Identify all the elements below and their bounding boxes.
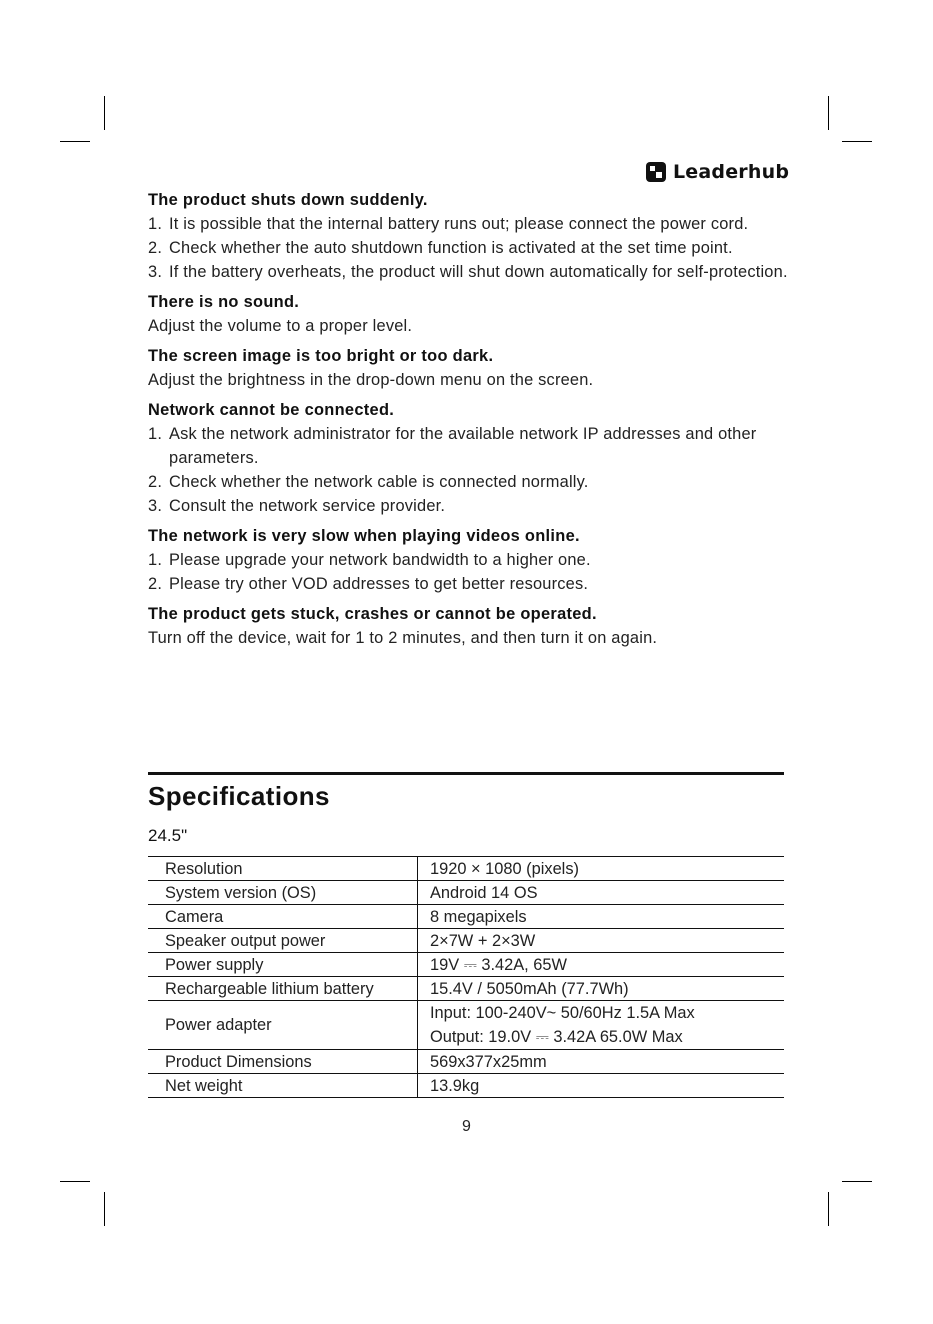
issue-title: There is no sound. — [148, 293, 300, 311]
spec-value: 1920 × 1080 (pixels) — [418, 857, 785, 881]
table-row — [148, 905, 784, 929]
item-text: Check whether the auto shutdown function is activated at the set time point. — [169, 239, 733, 257]
table-row — [148, 977, 784, 1001]
crop-mark — [60, 141, 90, 142]
item-number: 2. — [148, 575, 163, 593]
item-text: If the battery overheats, the product will shut down automatically for self-protection. — [169, 263, 788, 281]
spec-label: Camera — [148, 905, 418, 929]
issue-network-slow — [148, 524, 788, 596]
list-item — [148, 470, 788, 494]
spec-value: 13.9kg — [418, 1074, 785, 1098]
spec-label: System version (OS) — [148, 881, 418, 905]
item-text: Check whether the network cable is connected normally. — [169, 473, 589, 491]
specifications-table — [148, 856, 784, 1098]
troubleshooting-section — [148, 188, 788, 656]
issue-stuck — [148, 602, 788, 650]
item-number: 1. — [148, 215, 163, 233]
spec-value: 19V ⎓ 3.42A, 65W — [418, 953, 785, 977]
issue-network-connect — [148, 398, 788, 518]
spec-value: 2×7W + 2×3W — [418, 929, 785, 953]
table-row — [148, 953, 784, 977]
spec-label: Rechargeable lithium battery — [148, 977, 418, 1001]
issue-shutdown — [148, 188, 788, 284]
issue-title: The product gets stuck, crashes or cannot be operated. — [148, 605, 597, 623]
item-number: 1. — [148, 551, 163, 569]
list-item — [148, 548, 788, 572]
spec-label: Product Dimensions — [148, 1050, 418, 1074]
spec-value: 569x377x25mm — [418, 1050, 785, 1074]
crop-mark — [828, 96, 829, 130]
table-row — [148, 1001, 784, 1050]
item-text: Please try other VOD addresses to get better resources. — [169, 575, 589, 593]
spec-value: Android 14 OS — [418, 881, 785, 905]
adapter-output: Output: 19.0V ⎓ 3.42A 65.0W Max — [430, 1028, 683, 1046]
issue-title: The screen image is too bright or too dark. — [148, 347, 494, 365]
brand-name: Leaderhub — [673, 161, 790, 183]
item-number: 3. — [148, 263, 163, 281]
crop-mark — [828, 1192, 829, 1226]
issue-title: The product shuts down suddenly. — [148, 191, 428, 209]
crop-mark — [842, 141, 872, 142]
item-number: 1. — [148, 425, 163, 443]
list-item — [148, 212, 788, 236]
item-text: Please upgrade your network bandwidth to a higher one. — [169, 551, 591, 569]
spec-value: 15.4V / 5050mAh (77.7Wh) — [418, 977, 785, 1001]
section-divider — [148, 772, 784, 775]
list-item — [148, 494, 788, 518]
item-text: It is possible that the internal battery runs out; please connect the power cord. — [169, 215, 749, 233]
crop-mark — [60, 1181, 90, 1182]
list-item — [148, 422, 788, 470]
specifications-heading: Specifications — [148, 781, 330, 811]
item-text: Consult the network service provider. — [169, 497, 446, 515]
model-size: 24.5" — [148, 826, 188, 845]
item-number: 2. — [148, 239, 163, 257]
item-number: 3. — [148, 497, 163, 515]
leaderhub-logo-icon — [646, 162, 666, 182]
spec-label: Net weight — [148, 1074, 418, 1098]
issue-title: The network is very slow when playing videos online. — [148, 527, 580, 545]
spec-label: Power adapter — [148, 1001, 418, 1050]
issue-solution: Adjust the brightness in the drop-down menu on the screen. — [148, 371, 594, 389]
table-row — [148, 929, 784, 953]
issue-brightness — [148, 344, 788, 392]
issue-no-sound — [148, 290, 788, 338]
table-row — [148, 1050, 784, 1074]
crop-mark — [104, 96, 105, 130]
page-number: 9 — [462, 1118, 471, 1135]
list-item — [148, 260, 788, 284]
spec-label: Resolution — [148, 857, 418, 881]
issue-solution: Adjust the volume to a proper level. — [148, 317, 413, 335]
item-text: Ask the network administrator for the available network IP addresses and other parameters. — [169, 425, 757, 467]
item-number: 2. — [148, 473, 163, 491]
issue-solution: Turn off the device, wait for 1 to 2 minutes, and then turn it on again. — [148, 629, 658, 647]
spec-value: 8 megapixels — [418, 905, 785, 929]
list-item — [148, 572, 788, 596]
spec-label: Speaker output power — [148, 929, 418, 953]
spec-value — [418, 1001, 785, 1050]
spec-label: Power supply — [148, 953, 418, 977]
table-row — [148, 857, 784, 881]
table-row — [148, 1074, 784, 1098]
brand-logo — [646, 160, 789, 184]
list-item — [148, 236, 788, 260]
issue-title: Network cannot be connected. — [148, 401, 395, 419]
crop-mark — [842, 1181, 872, 1182]
table-row — [148, 881, 784, 905]
adapter-input: Input: 100-240V~ 50/60Hz 1.5A Max — [430, 1004, 695, 1022]
crop-mark — [104, 1192, 105, 1226]
